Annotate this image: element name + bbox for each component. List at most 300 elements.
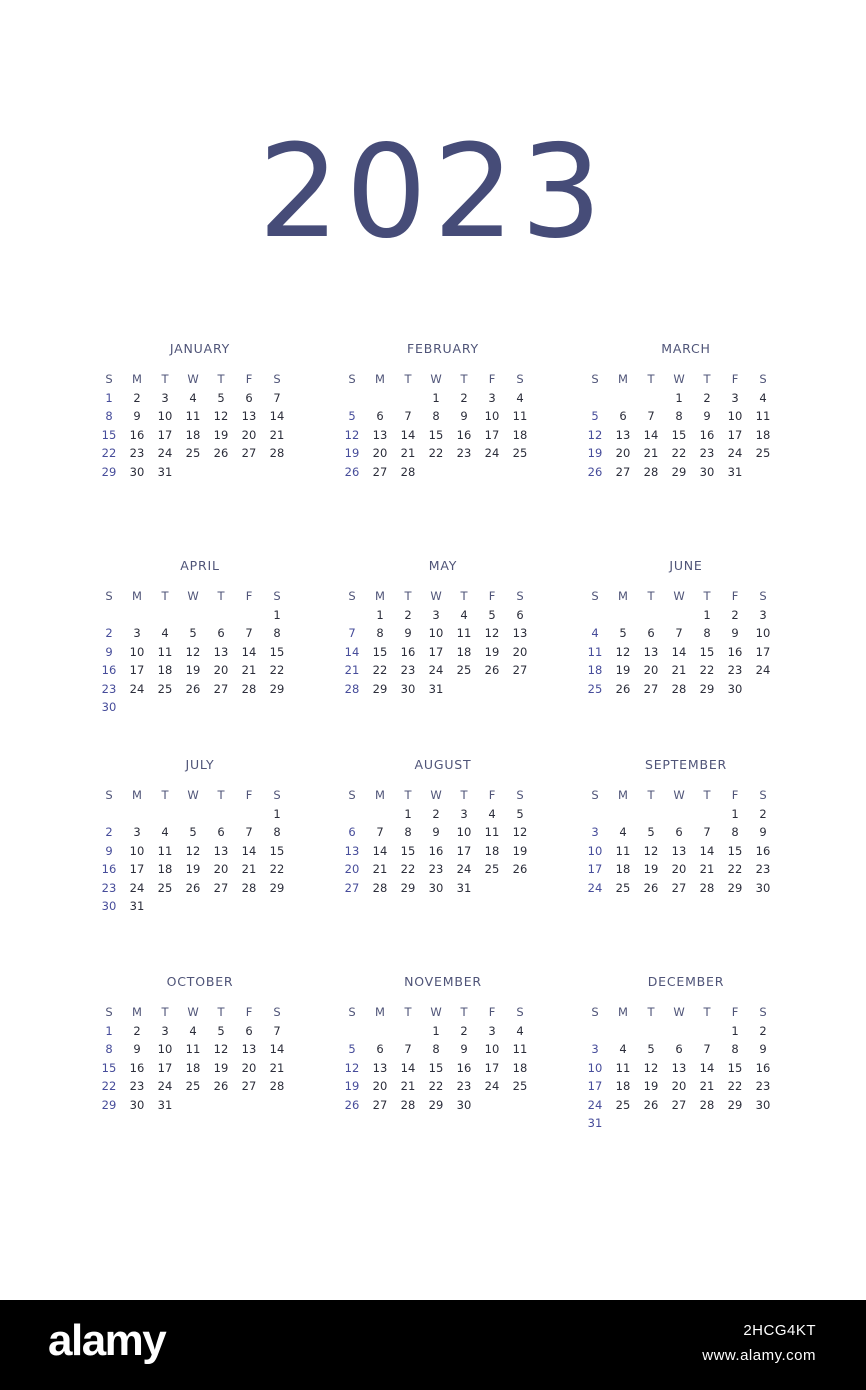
day-cell: 16: [456, 427, 472, 442]
weekday-header: M: [618, 372, 628, 386]
day-cell: 13: [671, 1060, 687, 1075]
day-cell: 4: [460, 607, 468, 622]
empty-cell: [179, 606, 207, 625]
weekday-header: S: [516, 788, 524, 802]
empty-cell: [179, 805, 207, 824]
day-cell: 18: [157, 862, 173, 876]
day-cell: 26: [185, 681, 201, 696]
day-cell: 13: [213, 843, 229, 858]
day-cell: 14: [400, 427, 416, 442]
day-cell: 23: [129, 446, 145, 460]
empty-cell: [637, 1022, 665, 1041]
day-cell: 30: [129, 464, 145, 479]
day-cell: 19: [643, 862, 659, 876]
day-cell: 17: [456, 843, 472, 858]
day-cell: 13: [643, 644, 659, 659]
day-cell: 13: [512, 626, 528, 640]
day-cell: 27: [615, 464, 631, 479]
day-grid: [95, 1003, 291, 1114]
day-cell: 27: [671, 1097, 687, 1112]
empty-cell: [693, 805, 721, 824]
day-cell: 6: [675, 825, 683, 839]
empty-cell: [693, 1022, 721, 1041]
day-cell: 28: [671, 681, 687, 696]
day-cell: 1: [376, 607, 384, 622]
day-cell: 29: [101, 464, 117, 479]
day-cell: 7: [245, 825, 253, 839]
weekday-header: T: [647, 788, 655, 802]
month-february: [338, 340, 534, 481]
day-cell: 25: [512, 446, 528, 460]
day-cell: 12: [484, 626, 500, 640]
weekday-header: F: [488, 372, 496, 386]
day-cell: 27: [344, 880, 360, 895]
day-cell: 8: [376, 626, 384, 640]
day-cell: 29: [269, 880, 285, 895]
day-cell: 29: [101, 1097, 117, 1112]
day-cell: 5: [488, 607, 496, 622]
weekday-header: S: [591, 372, 599, 386]
month-name: NOVEMBER: [404, 974, 482, 989]
day-cell: 18: [157, 663, 173, 677]
day-cell: 10: [428, 626, 444, 640]
day-cell: 8: [731, 825, 739, 839]
day-cell: 3: [432, 607, 440, 622]
weekday-header: W: [673, 372, 685, 386]
empty-cell: [207, 805, 235, 824]
day-cell: 2: [404, 607, 412, 622]
day-cell: 23: [456, 1079, 472, 1093]
day-cell: 5: [189, 825, 197, 839]
weekday-header: M: [375, 372, 385, 386]
day-cell: 8: [432, 409, 440, 423]
day-grid: [338, 370, 534, 481]
month-name: AUGUST: [414, 757, 472, 772]
day-cell: 7: [273, 1023, 281, 1038]
month-name: SEPTEMBER: [644, 757, 728, 772]
day-cell: 28: [269, 1079, 285, 1093]
day-cell: 29: [727, 1097, 743, 1112]
month-name: JUNE: [669, 558, 703, 573]
day-cell: 20: [241, 427, 257, 442]
day-cell: 5: [217, 1023, 225, 1038]
day-cell: 16: [428, 843, 444, 858]
image-id: 2HCG4KT: [743, 1322, 816, 1339]
day-cell: 3: [591, 1042, 599, 1056]
day-cell: 1: [703, 607, 711, 622]
day-cell: 25: [185, 1079, 201, 1093]
day-cell: 2: [133, 1023, 141, 1038]
day-cell: 5: [189, 626, 197, 640]
day-cell: 11: [755, 409, 771, 423]
day-cell: 18: [755, 427, 771, 442]
day-cell: 13: [372, 1060, 388, 1075]
weekday-header: T: [217, 589, 225, 603]
weekday-header: M: [618, 589, 628, 603]
weekday-header: T: [460, 372, 468, 386]
day-cell: 22: [428, 446, 444, 460]
day-cell: 9: [731, 626, 739, 640]
day-cell: 9: [432, 825, 440, 839]
day-cell: 30: [129, 1097, 145, 1112]
day-cell: 13: [213, 644, 229, 659]
day-cell: 14: [671, 644, 687, 659]
weekday-header: F: [731, 372, 739, 386]
day-cell: 24: [727, 446, 743, 460]
day-cell: 8: [675, 409, 683, 423]
day-cell: 16: [101, 663, 117, 677]
day-grid: [581, 786, 777, 897]
day-cell: 26: [344, 1097, 360, 1112]
day-cell: 7: [647, 409, 655, 423]
empty-cell: [123, 606, 151, 625]
day-cell: 9: [133, 409, 141, 423]
day-cell: 21: [372, 862, 388, 876]
day-cell: 26: [484, 663, 500, 677]
day-cell: 12: [185, 843, 201, 858]
weekday-header: W: [673, 1005, 685, 1019]
day-cell: 27: [512, 663, 528, 677]
day-cell: 22: [727, 862, 743, 876]
day-cell: 12: [213, 1042, 229, 1056]
day-cell: 31: [157, 1097, 173, 1112]
day-cell: 8: [105, 409, 113, 423]
day-cell: 16: [755, 1060, 771, 1075]
day-cell: 20: [372, 446, 388, 460]
day-cell: 5: [516, 806, 524, 821]
day-cell: 15: [400, 843, 416, 858]
day-cell: 23: [699, 446, 715, 460]
day-cell: 21: [400, 446, 416, 460]
day-cell: 19: [615, 663, 631, 677]
day-cell: 25: [484, 862, 500, 876]
day-cell: 24: [157, 446, 173, 460]
day-cell: 15: [727, 843, 743, 858]
weekday-header: T: [647, 1005, 655, 1019]
day-cell: 4: [759, 390, 767, 405]
day-cell: 11: [157, 843, 173, 858]
empty-cell: [665, 805, 693, 824]
empty-cell: [95, 805, 123, 824]
day-cell: 14: [699, 843, 715, 858]
day-cell: 26: [512, 862, 528, 876]
weekday-header: S: [759, 788, 767, 802]
weekday-header: S: [348, 788, 356, 802]
day-cell: 27: [213, 880, 229, 895]
day-cell: 17: [157, 427, 173, 442]
day-cell: 3: [133, 825, 141, 839]
day-cell: 23: [428, 862, 444, 876]
weekday-header: M: [375, 589, 385, 603]
day-cell: 18: [456, 644, 472, 659]
weekday-header: T: [404, 1005, 412, 1019]
day-cell: 11: [185, 1042, 201, 1056]
day-cell: 5: [647, 825, 655, 839]
day-cell: 27: [241, 1079, 257, 1093]
day-cell: 6: [217, 825, 225, 839]
day-cell: 21: [269, 427, 285, 442]
month-september: [581, 756, 777, 897]
weekday-header: T: [647, 372, 655, 386]
day-cell: 31: [727, 464, 743, 479]
day-cell: 19: [185, 663, 201, 677]
day-cell: 21: [344, 663, 360, 677]
day-cell: 11: [456, 626, 472, 640]
day-cell: 8: [404, 825, 412, 839]
day-cell: 21: [699, 862, 715, 876]
day-cell: 2: [105, 825, 113, 839]
month-july: [95, 756, 291, 916]
day-cell: 15: [269, 843, 285, 858]
day-cell: 1: [404, 806, 412, 821]
day-cell: 31: [129, 899, 145, 913]
day-cell: 6: [516, 607, 524, 622]
empty-cell: [637, 805, 665, 824]
day-cell: 16: [755, 843, 771, 858]
day-cell: 7: [348, 626, 356, 640]
weekday-header: S: [591, 1005, 599, 1019]
day-cell: 29: [269, 681, 285, 696]
day-cell: 19: [213, 1060, 229, 1075]
day-cell: 10: [484, 1042, 500, 1056]
day-cell: 20: [241, 1060, 257, 1075]
day-cell: 18: [587, 663, 603, 677]
day-cell: 24: [456, 862, 472, 876]
day-cell: 13: [344, 843, 360, 858]
weekday-header: S: [516, 1005, 524, 1019]
day-cell: 19: [344, 1079, 360, 1093]
day-cell: 26: [643, 880, 659, 895]
weekday-header: W: [430, 372, 442, 386]
day-cell: 12: [643, 1060, 659, 1075]
weekday-header: F: [731, 788, 739, 802]
weekday-header: F: [488, 1005, 496, 1019]
weekday-header: W: [430, 788, 442, 802]
weekday-header: F: [245, 1005, 253, 1019]
day-cell: 20: [671, 1079, 687, 1093]
day-cell: 19: [484, 644, 500, 659]
day-cell: 5: [647, 1042, 655, 1056]
empty-cell: [366, 389, 394, 408]
weekday-header: S: [273, 372, 281, 386]
empty-cell: [151, 805, 179, 824]
day-cell: 11: [185, 409, 201, 423]
month-october: [95, 973, 291, 1114]
day-cell: 1: [432, 1023, 440, 1038]
day-cell: 7: [273, 390, 281, 405]
day-cell: 13: [372, 427, 388, 442]
weekday-header: T: [703, 788, 711, 802]
day-cell: 18: [512, 1060, 528, 1075]
empty-cell: [609, 606, 637, 625]
empty-cell: [637, 389, 665, 408]
day-cell: 8: [703, 626, 711, 640]
day-cell: 5: [348, 1042, 356, 1056]
day-cell: 13: [671, 843, 687, 858]
day-cell: 17: [755, 644, 771, 659]
day-cell: 6: [217, 626, 225, 640]
weekday-header: T: [404, 788, 412, 802]
day-cell: 14: [241, 843, 257, 858]
day-cell: 1: [731, 1023, 739, 1038]
day-cell: 10: [484, 409, 500, 423]
empty-cell: [394, 1022, 422, 1041]
day-cell: 10: [157, 1042, 173, 1056]
day-cell: 27: [372, 1097, 388, 1112]
day-cell: 11: [157, 644, 173, 659]
day-cell: 28: [241, 880, 257, 895]
day-cell: 15: [699, 644, 715, 659]
day-cell: 21: [241, 862, 257, 876]
day-cell: 14: [269, 1042, 285, 1056]
day-cell: 17: [129, 663, 145, 677]
weekday-header: S: [348, 372, 356, 386]
day-cell: 22: [101, 446, 117, 460]
day-cell: 1: [731, 806, 739, 821]
day-cell: 26: [213, 446, 229, 460]
weekday-header: T: [460, 1005, 468, 1019]
day-cell: 22: [428, 1079, 444, 1093]
day-cell: 21: [671, 663, 687, 677]
day-cell: 4: [161, 825, 169, 839]
day-cell: 27: [372, 464, 388, 479]
day-cell: 19: [587, 446, 603, 460]
day-grid: [95, 370, 291, 481]
day-cell: 10: [587, 1060, 603, 1075]
day-cell: 18: [185, 427, 201, 442]
weekday-header: S: [591, 788, 599, 802]
empty-cell: [581, 606, 609, 625]
day-cell: 11: [512, 1042, 528, 1056]
day-cell: 1: [273, 607, 281, 622]
day-cell: 12: [185, 644, 201, 659]
day-cell: 2: [703, 390, 711, 405]
day-cell: 23: [400, 663, 416, 677]
day-cell: 10: [129, 644, 145, 659]
weekday-header: F: [488, 788, 496, 802]
day-cell: 15: [269, 644, 285, 659]
day-cell: 8: [273, 825, 281, 839]
empty-cell: [338, 606, 366, 625]
weekday-header: T: [217, 372, 225, 386]
watermark-bar: [0, 1300, 866, 1390]
weekday-header: S: [759, 1005, 767, 1019]
day-cell: 7: [404, 1042, 412, 1056]
day-cell: 6: [245, 390, 253, 405]
day-cell: 9: [759, 1042, 767, 1056]
month-name: JULY: [185, 757, 215, 772]
day-cell: 2: [731, 607, 739, 622]
day-cell: 15: [428, 427, 444, 442]
day-cell: 8: [273, 626, 281, 640]
day-cell: 31: [157, 464, 173, 479]
day-cell: 9: [133, 1042, 141, 1056]
empty-cell: [207, 606, 235, 625]
day-cell: 12: [643, 843, 659, 858]
empty-cell: [366, 805, 394, 824]
day-cell: 10: [587, 843, 603, 858]
day-cell: 21: [699, 1079, 715, 1093]
day-cell: 21: [241, 663, 257, 677]
day-cell: 14: [269, 409, 285, 423]
weekday-header: W: [187, 589, 199, 603]
weekday-header: F: [245, 589, 253, 603]
day-cell: 15: [671, 427, 687, 442]
empty-cell: [338, 1022, 366, 1041]
month-name: FEBRUARY: [407, 341, 479, 356]
weekday-header: S: [273, 589, 281, 603]
day-cell: 26: [185, 880, 201, 895]
weekday-header: T: [404, 372, 412, 386]
day-cell: 16: [727, 644, 743, 659]
day-cell: 16: [129, 427, 145, 442]
day-grid: [338, 587, 534, 698]
day-cell: 4: [619, 1042, 627, 1056]
day-cell: 17: [428, 644, 444, 659]
day-cell: 10: [755, 626, 771, 640]
month-march: [581, 340, 777, 481]
day-cell: 22: [671, 446, 687, 460]
weekday-header: T: [161, 589, 169, 603]
day-cell: 3: [161, 390, 169, 405]
day-cell: 11: [615, 843, 631, 858]
empty-cell: [609, 1022, 637, 1041]
day-cell: 28: [643, 464, 659, 479]
day-cell: 15: [101, 1060, 117, 1075]
day-cell: 20: [643, 663, 659, 677]
empty-cell: [581, 1022, 609, 1041]
day-cell: 20: [372, 1079, 388, 1093]
day-cell: 7: [245, 626, 253, 640]
day-cell: 29: [671, 464, 687, 479]
day-cell: 29: [727, 880, 743, 895]
day-cell: 26: [344, 464, 360, 479]
site-url: www.alamy.com: [702, 1347, 816, 1364]
day-cell: 22: [269, 663, 285, 677]
month-name: OCTOBER: [166, 974, 234, 989]
day-cell: 4: [619, 825, 627, 839]
weekday-header: T: [460, 788, 468, 802]
day-cell: 12: [213, 409, 229, 423]
day-cell: 20: [671, 862, 687, 876]
day-cell: 29: [699, 681, 715, 696]
day-cell: 17: [129, 862, 145, 876]
weekday-header: S: [273, 788, 281, 802]
weekday-header: T: [460, 589, 468, 603]
day-grid: [581, 587, 777, 698]
day-cell: 1: [105, 1023, 113, 1038]
weekday-header: S: [516, 372, 524, 386]
day-cell: 22: [727, 1079, 743, 1093]
weekday-header: T: [703, 589, 711, 603]
day-cell: 11: [484, 825, 500, 839]
weekday-header: M: [132, 788, 142, 802]
weekday-header: F: [245, 788, 253, 802]
brand-logo: alamy: [48, 1316, 166, 1365]
day-cell: 9: [404, 626, 412, 640]
weekday-header: W: [187, 1005, 199, 1019]
weekday-header: M: [618, 788, 628, 802]
day-cell: 24: [587, 880, 603, 895]
day-cell: 17: [157, 1060, 173, 1075]
empty-cell: [338, 805, 366, 824]
day-cell: 12: [344, 427, 360, 442]
day-cell: 28: [269, 446, 285, 460]
day-cell: 11: [615, 1060, 631, 1075]
weekday-header: W: [187, 372, 199, 386]
weekday-header: S: [348, 1005, 356, 1019]
day-cell: 24: [587, 1097, 603, 1112]
